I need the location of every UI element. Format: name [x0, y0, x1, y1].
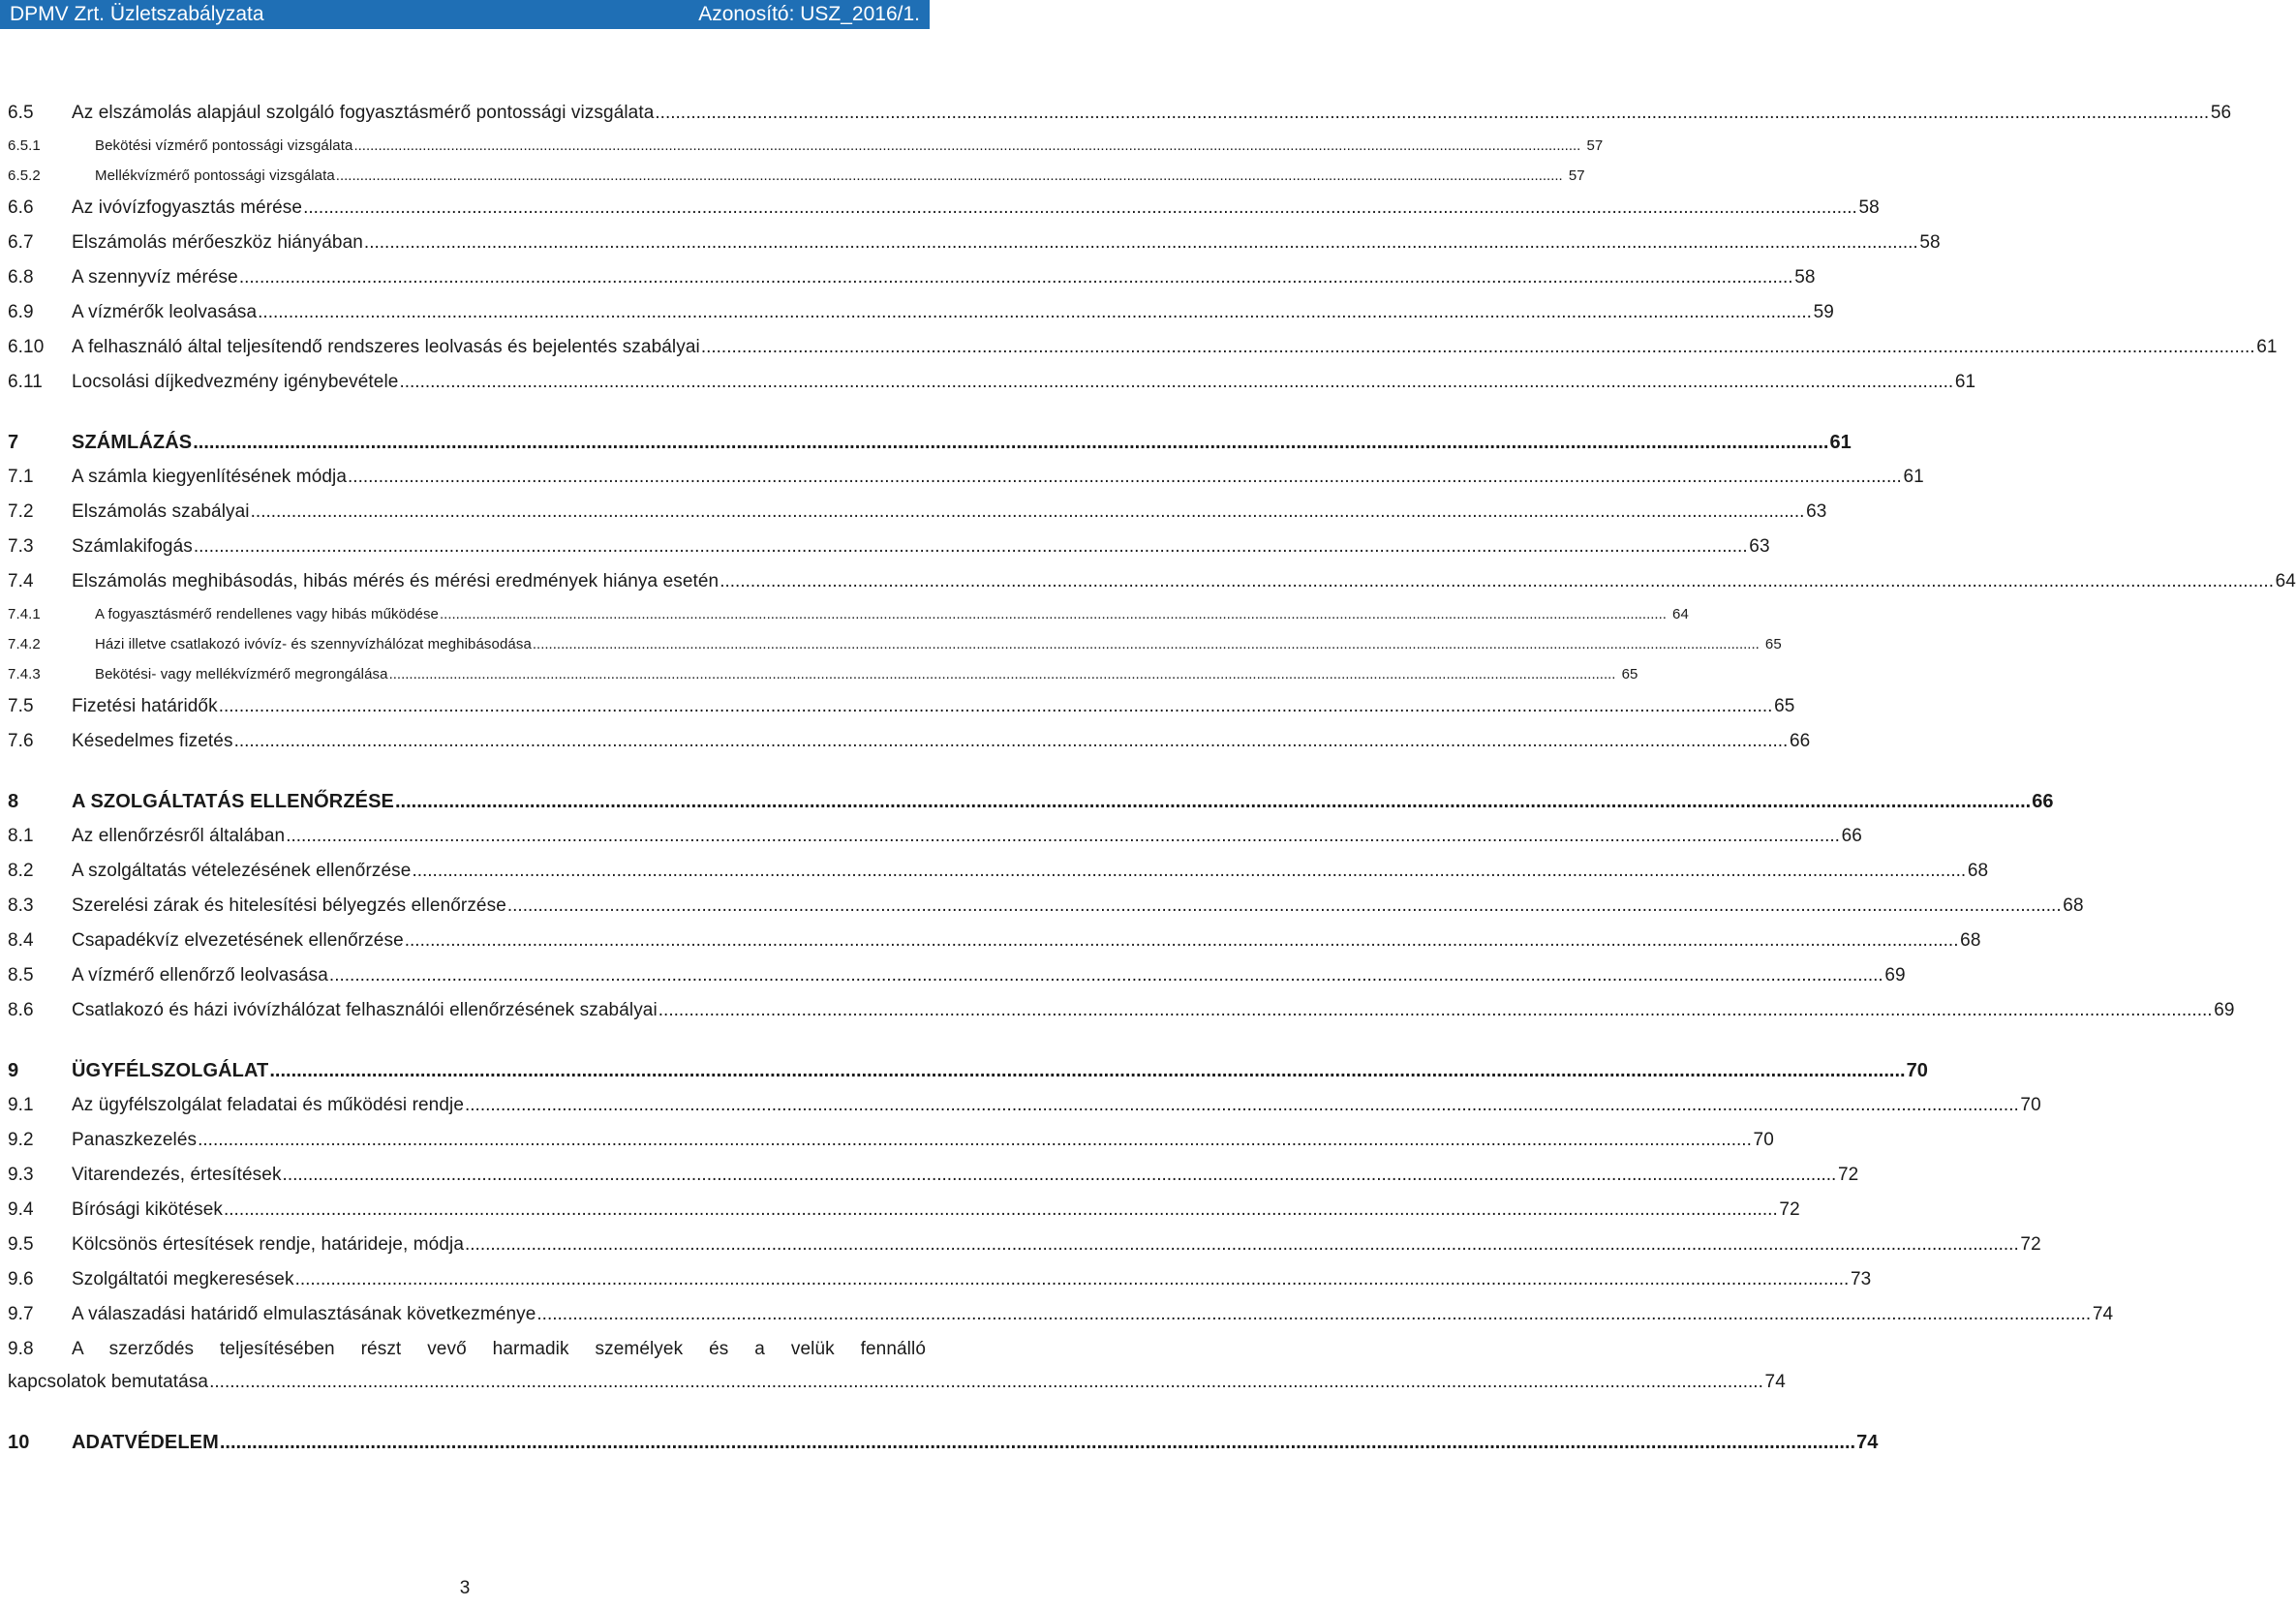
toc-entry-title: Az ellenőrzésről általában — [72, 826, 286, 846]
toc-entry-title: Csatlakozó és házi ivóvízhálózat felhasználói ellenőrzésének szabályai — [72, 1000, 658, 1020]
toc-entry-title: A szennyvíz mérése — [72, 267, 238, 288]
toc-entry-number: 6.6 — [8, 197, 34, 218]
toc-entry-title-continued: kapcsolatok bemutatása — [8, 1372, 209, 1392]
toc-entry-number: 8.1 — [8, 826, 34, 846]
toc-entry-title: Elszámolás meghibásodás, hibás mérés és mérési eredmények hiánya esetén — [72, 571, 719, 591]
toc-leader-dots — [239, 267, 1793, 288]
toc-leader-dots — [209, 1372, 1763, 1393]
toc-entry[interactable] — [8, 432, 1852, 467]
toc-entry-page: 65 — [1774, 696, 1795, 716]
toc-entry-number: 9.3 — [8, 1165, 34, 1185]
toc-entry-title: Mellékvízmérő pontossági vizsgálata — [95, 167, 335, 184]
toc-entry-number: 7.4.3 — [8, 666, 41, 682]
toc-entry-title: A számla kiegyenlítésének módja — [72, 467, 348, 487]
toc-entry-page: 66 — [1841, 826, 1862, 846]
toc-entry[interactable] — [8, 1269, 1872, 1304]
toc-entry-title: Elszámolás szabályai — [72, 501, 250, 522]
toc-entry-title: A SZOLGÁLTATÁS ELLENŐRZÉSE — [72, 791, 394, 812]
toc-entry-page: 56 — [2210, 103, 2232, 123]
toc-entry-number: 9.4 — [8, 1199, 34, 1220]
toc-entry-number: 9.6 — [8, 1269, 34, 1289]
toc-entry-number: 9.2 — [8, 1130, 34, 1150]
toc-entry-number: 8.5 — [8, 965, 34, 985]
toc-entry[interactable] — [8, 930, 1981, 965]
toc-leader-dots — [224, 1199, 1778, 1221]
toc-entry-number: 10 — [8, 1432, 30, 1453]
toc-entry[interactable] — [8, 696, 1795, 731]
toc-entry-page: 72 — [1837, 1165, 1859, 1185]
toc-entry-title: Házi illetve csatlakozó ivóvíz- és szennyvízhálózat meghibásodása — [95, 636, 532, 652]
toc-entry-title: Az ügyfélszolgálat feladatai és működési rendje — [72, 1095, 464, 1115]
toc-entry-title: Az elszámolás alapjául szolgáló fogyasztásmérő pontossági vizsgálata — [72, 103, 655, 123]
toc-entry-title: A válaszadási határidő elmulasztásának következménye — [72, 1304, 536, 1324]
toc-entry-number: 7.5 — [8, 696, 34, 716]
toc-entry[interactable] — [8, 1165, 1859, 1199]
toc-entry[interactable] — [8, 1095, 2041, 1130]
toc-entry-page: 72 — [2020, 1234, 2041, 1255]
toc-entry-page: 63 — [1806, 501, 1827, 522]
header-title: DPMV Zrt. Üzletszabályzata — [10, 3, 264, 25]
toc-leader-dots — [399, 372, 1953, 393]
toc-entry-number: 6.9 — [8, 302, 34, 322]
toc-entry-title: Bírósági kikötések — [72, 1199, 223, 1220]
toc-leader-dots — [283, 1165, 1837, 1186]
toc-entry-title: A szolgáltatás vételezésének ellenőrzése — [72, 861, 412, 881]
toc-entry-title: Az ivóvízfogyasztás mérése — [72, 197, 303, 218]
toc-entry-page: 57 — [1568, 167, 1585, 184]
toc-entry-page: 61 — [1903, 467, 1924, 487]
toc-entry-title: Számlakifogás — [72, 536, 193, 557]
toc-entry-number: 7.3 — [8, 536, 34, 557]
toc-entry[interactable] — [8, 501, 1827, 536]
header-document-id: Azonosító: USZ_2016/1. — [698, 3, 920, 25]
toc-leader-dots — [395, 791, 2031, 813]
toc-entry[interactable] — [8, 791, 2054, 826]
toc-entry-number: 6.11 — [8, 372, 43, 392]
toc-entry-page: 72 — [1779, 1199, 1800, 1220]
toc-entry-number: 9.1 — [8, 1095, 34, 1115]
toc-entry[interactable] — [8, 1432, 1879, 1467]
toc-entry-page: 66 — [2032, 791, 2054, 812]
toc-leader-dots — [701, 337, 2255, 358]
toc-leader-dots — [303, 197, 1857, 219]
toc-leader-dots — [655, 103, 2209, 124]
toc-leader-dots — [329, 965, 1883, 986]
toc-entry-title: Szerelési zárak és hitelesítési bélyegzés ellenőrzése — [72, 895, 506, 916]
toc-entry-page: 69 — [1884, 965, 1906, 985]
toc-entry-title: SZÁMLÁZÁS — [72, 432, 193, 453]
toc-entry-page: 68 — [1967, 861, 1989, 881]
toc-entry[interactable] — [8, 636, 1782, 666]
toc-entry-number: 6.5.2 — [8, 167, 41, 184]
toc-entry-number: 6.5.1 — [8, 137, 41, 154]
toc-entry-number: 7.4.1 — [8, 606, 41, 622]
toc-entry-number: 9.7 — [8, 1304, 34, 1324]
toc-entry[interactable] — [8, 1339, 926, 1372]
toc-leader-dots — [465, 1095, 2019, 1116]
toc-entry-page: 61 — [2256, 337, 2278, 357]
toc-entry[interactable] — [8, 536, 1770, 571]
toc-entry-page: 65 — [1621, 666, 1638, 682]
toc-entry[interactable] — [8, 1304, 2114, 1339]
toc-entry-continuation[interactable] — [8, 1372, 1786, 1407]
toc-entry-number: 8 — [8, 791, 19, 812]
toc-entry[interactable] — [8, 372, 1976, 407]
page-number: 3 — [459, 1578, 471, 1598]
toc-entry-number: 8.4 — [8, 930, 34, 951]
toc-entry-page: 73 — [1851, 1269, 1872, 1289]
toc-entry-page: 74 — [1764, 1372, 1786, 1392]
toc-entry-number: 6.8 — [8, 267, 34, 288]
toc-leader-dots — [536, 1304, 2091, 1325]
toc-entry-number: 8.3 — [8, 895, 34, 916]
toc-entry-page: 66 — [1789, 731, 1811, 751]
toc-entry-title: Szolgáltatói megkeresések — [72, 1269, 294, 1289]
toc-entry-title: Kölcsönös értesítések rendje, határideje, módja — [72, 1234, 464, 1255]
toc-leader-dots — [658, 1000, 2213, 1021]
toc-entry[interactable] — [8, 571, 2296, 606]
table-of-contents — [8, 103, 2296, 1467]
toc-entry[interactable] — [8, 826, 1862, 861]
toc-entry-title: A szerződés teljesítésében részt vevő harmadik személyek és a velük fennálló — [72, 1339, 926, 1359]
toc-entry-title: A felhasználó által teljesítendő rendszeres leolvasás és bejelentés szabályai — [72, 337, 700, 357]
toc-entry-number: 8.6 — [8, 1000, 34, 1020]
toc-entry[interactable] — [8, 666, 1638, 696]
toc-entry[interactable] — [8, 103, 2232, 137]
toc-entry[interactable] — [8, 197, 1880, 232]
toc-leader-dots — [193, 432, 1828, 454]
toc-leader-dots — [295, 1269, 1850, 1290]
toc-entry-page: 74 — [1856, 1432, 1879, 1453]
toc-entry-title: Panaszkezelés — [72, 1130, 198, 1150]
toc-leader-dots — [219, 696, 1773, 717]
toc-entry-page: 59 — [1813, 302, 1834, 322]
toc-entry[interactable] — [8, 861, 1989, 895]
toc-leader-dots — [533, 636, 1760, 652]
toc-entry-title: A vízmérő ellenőrző leolvasása — [72, 965, 328, 985]
toc-entry-page: 57 — [1586, 137, 1604, 154]
toc-entry-number: 6.5 — [8, 103, 34, 123]
toc-leader-dots — [258, 302, 1812, 323]
toc-entry-page: 64 — [1672, 606, 1689, 622]
toc-entry-title: Locsolási díjkedvezmény igénybevétele — [72, 372, 399, 392]
toc-entry-title: Késedelmes fizetés — [72, 731, 233, 751]
toc-leader-dots — [353, 137, 1580, 154]
toc-entry-title: Bekötési vízmérő pontossági vizsgálata — [95, 137, 353, 154]
toc-entry-title: ÜGYFÉLSZOLGÁLAT — [72, 1060, 269, 1081]
toc-entry-number: 7.6 — [8, 731, 34, 751]
toc-entry-page: 61 — [1829, 432, 1852, 453]
toc-entry-title: ADATVÉDELEM — [72, 1432, 219, 1453]
toc-leader-dots — [507, 895, 2062, 917]
toc-entry-title: Vitarendezés, értesítések — [72, 1165, 282, 1185]
toc-leader-dots — [364, 232, 1918, 254]
toc-entry[interactable] — [8, 167, 1585, 197]
toc-leader-dots — [405, 930, 1959, 952]
toc-leader-dots — [220, 1432, 1855, 1454]
toc-entry-number: 9.8 — [8, 1339, 34, 1359]
toc-entry[interactable] — [8, 1234, 2041, 1269]
toc-leader-dots — [251, 501, 1805, 523]
toc-leader-dots — [412, 861, 1966, 882]
toc-entry-page: 58 — [1858, 197, 1880, 218]
toc-entry[interactable] — [8, 137, 1604, 167]
toc-leader-dots — [198, 1130, 1752, 1151]
toc-entry-number: 6.10 — [8, 337, 45, 357]
toc-entry-number: 7 — [8, 432, 19, 453]
toc-entry[interactable] — [8, 965, 1906, 1000]
toc-entry-page: 58 — [1919, 232, 1941, 253]
toc-entry-title: Bekötési- vagy mellékvízmérő megrongálása — [95, 666, 388, 682]
toc-entry[interactable] — [8, 337, 2278, 372]
toc-entry[interactable] — [8, 467, 1924, 501]
toc-entry-page: 74 — [2092, 1304, 2114, 1324]
toc-entry-page: 61 — [1954, 372, 1976, 392]
toc-leader-dots — [194, 536, 1748, 558]
toc-entry[interactable] — [8, 232, 1941, 267]
toc-leader-dots — [286, 826, 1840, 847]
toc-entry[interactable] — [8, 606, 1689, 636]
toc-entry[interactable] — [8, 1060, 1929, 1095]
toc-entry[interactable] — [8, 302, 1834, 337]
toc-entry-number: 6.7 — [8, 232, 34, 253]
toc-entry-number: 9.5 — [8, 1234, 34, 1255]
toc-entry-page: 70 — [1753, 1130, 1774, 1150]
toc-leader-dots — [719, 571, 2274, 592]
toc-entry[interactable] — [8, 1130, 1774, 1165]
toc-entry-page: 65 — [1764, 636, 1782, 652]
toc-entry[interactable] — [8, 1000, 2235, 1035]
toc-entry-title: A vízmérők leolvasása — [72, 302, 258, 322]
toc-entry-page: 58 — [1794, 267, 1816, 288]
toc-entry-title: Csapadékvíz elvezetésének ellenőrzése — [72, 930, 404, 951]
toc-entry-page: 63 — [1749, 536, 1770, 557]
toc-leader-dots — [234, 731, 1789, 752]
toc-entry-number: 7.4 — [8, 571, 34, 591]
toc-entry[interactable] — [8, 1199, 1800, 1234]
toc-leader-dots — [269, 1060, 1905, 1082]
toc-leader-dots — [440, 606, 1667, 622]
toc-entry-page: 68 — [1960, 930, 1981, 951]
toc-entry-title: Elszámolás mérőeszköz hiányában — [72, 232, 363, 253]
toc-entry-number: 8.2 — [8, 861, 34, 881]
toc-entry-page: 68 — [2063, 895, 2084, 916]
toc-leader-dots — [348, 467, 1902, 488]
toc-entry-page: 69 — [2214, 1000, 2235, 1020]
page-header — [0, 0, 930, 29]
toc-leader-dots — [336, 167, 1563, 184]
toc-entry[interactable] — [8, 731, 1811, 766]
toc-entry-number: 7.1 — [8, 467, 34, 487]
toc-entry-title: Fizetési határidők — [72, 696, 218, 716]
toc-leader-dots — [389, 666, 1616, 682]
toc-entry-page: 64 — [2275, 571, 2296, 591]
toc-entry[interactable] — [8, 895, 2084, 930]
toc-entry-page: 70 — [2020, 1095, 2041, 1115]
toc-entry-page: 70 — [1906, 1060, 1929, 1081]
toc-entry[interactable] — [8, 267, 1816, 302]
toc-leader-dots — [465, 1234, 2019, 1256]
toc-entry-number: 9 — [8, 1060, 19, 1081]
toc-entry-number: 7.2 — [8, 501, 34, 522]
toc-entry-title: A fogyasztásmérő rendellenes vagy hibás működése — [95, 606, 439, 622]
toc-entry-number: 7.4.2 — [8, 636, 41, 652]
